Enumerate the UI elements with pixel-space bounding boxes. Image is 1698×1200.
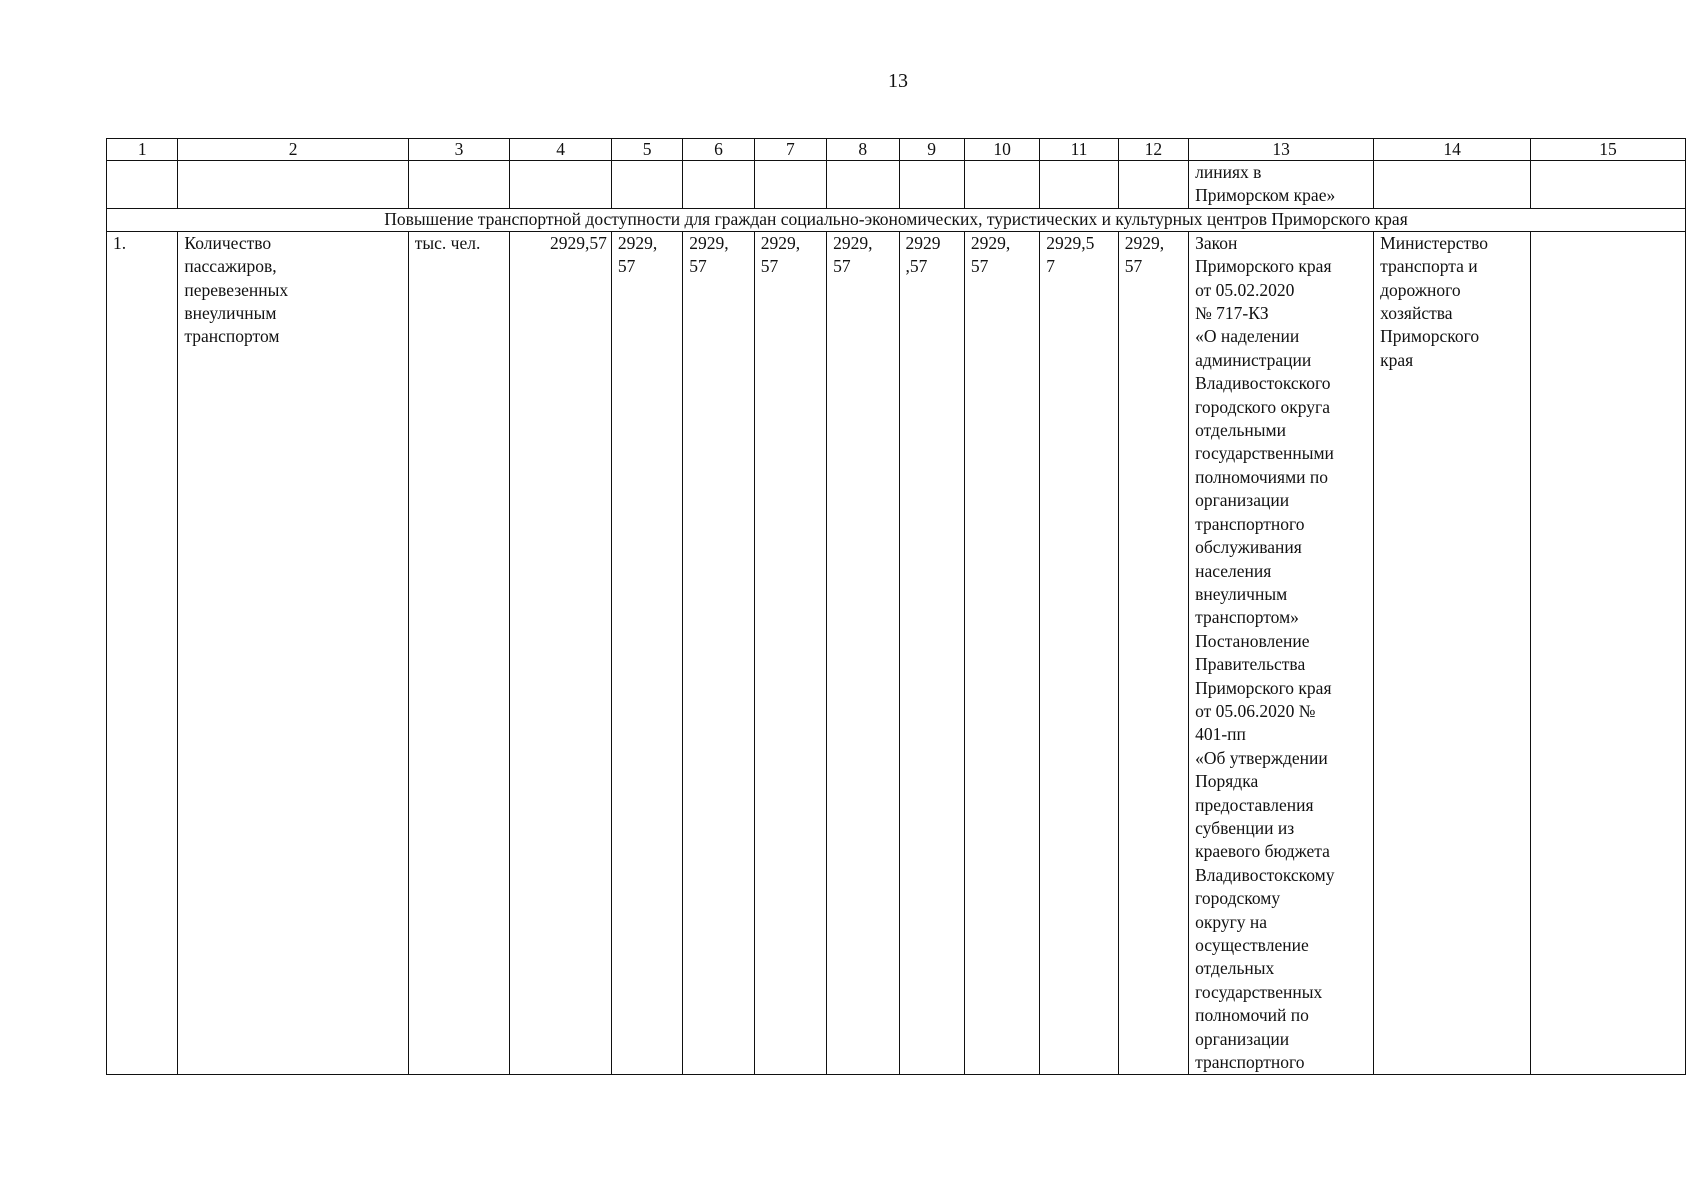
unit: тыс. чел. [408, 231, 510, 1075]
table-cell [510, 161, 612, 209]
row-number: 1. [107, 231, 178, 1075]
column-number: 12 [1118, 139, 1188, 161]
table-cell [754, 161, 826, 209]
column-number: 9 [899, 139, 964, 161]
notes-cell [1531, 231, 1686, 1075]
column-number: 7 [754, 139, 826, 161]
indicators-table [106, 138, 1686, 1075]
responsible-executor: Министерство транспорта и дорожного хозяйства Приморского края [1374, 231, 1531, 1075]
table-cell [178, 161, 408, 209]
column-number: 10 [964, 139, 1039, 161]
column-number: 4 [510, 139, 612, 161]
table-cell [683, 161, 754, 209]
column-number: 14 [1374, 139, 1531, 161]
table-cell [1531, 161, 1686, 209]
year-value: 2929, 57 [683, 231, 754, 1075]
column-number: 15 [1531, 139, 1686, 161]
year-value: 2929, 57 [754, 231, 826, 1075]
year-value: 2929, 57 [827, 231, 899, 1075]
year-value: 2929, 57 [964, 231, 1039, 1075]
table-cell [1374, 161, 1531, 209]
column-number-row [107, 139, 1686, 161]
continued-source-text: линиях в Приморском крае» [1189, 161, 1374, 209]
table-cell [964, 161, 1039, 209]
table-cell [1040, 161, 1118, 209]
table-cell [899, 161, 964, 209]
year-value: 2929, 57 [1118, 231, 1188, 1075]
table-cell [107, 161, 178, 209]
table-row [107, 231, 1686, 1075]
column-number: 6 [683, 139, 754, 161]
year-value: 2929 ,57 [899, 231, 964, 1075]
page-number: 13 [888, 70, 908, 92]
indicator-name: Количество пассажиров, перевезенных внеуличным транспортом [178, 231, 408, 1075]
section-row [107, 208, 1686, 231]
column-number: 2 [178, 139, 408, 161]
table-cell [408, 161, 510, 209]
column-number: 5 [611, 139, 682, 161]
section-title: Повышение транспортной доступности для граждан социально-экономических, туристических и культурных центров Приморского края [107, 208, 1686, 231]
column-number: 13 [1189, 139, 1374, 161]
year-value: 2929,5 7 [1040, 231, 1118, 1075]
base-value: 2929,57 [510, 231, 612, 1075]
column-number: 8 [827, 139, 899, 161]
column-number: 11 [1040, 139, 1118, 161]
year-value: 2929, 57 [611, 231, 682, 1075]
column-number: 3 [408, 139, 510, 161]
continuation-row [107, 161, 1686, 209]
table-cell [1118, 161, 1188, 209]
column-number: 1 [107, 139, 178, 161]
legal-basis: Закон Приморского края от 05.02.2020 № 717-КЗ «О наделении администрации Владивостокского городского округа отдельными государственными полномочиями по организации транспортного обслуживания населения внеуличным транспортом» Постановление Правительства Приморского края от 05.06.2020 № 401-пп «Об утверждении Порядка предоставления субвенции из краевого бюджета Владивостокскому городскому округу на осуществление отдельных государственных полномочий по организации транспортного [1189, 231, 1374, 1075]
table-cell [611, 161, 682, 209]
table-cell [827, 161, 899, 209]
